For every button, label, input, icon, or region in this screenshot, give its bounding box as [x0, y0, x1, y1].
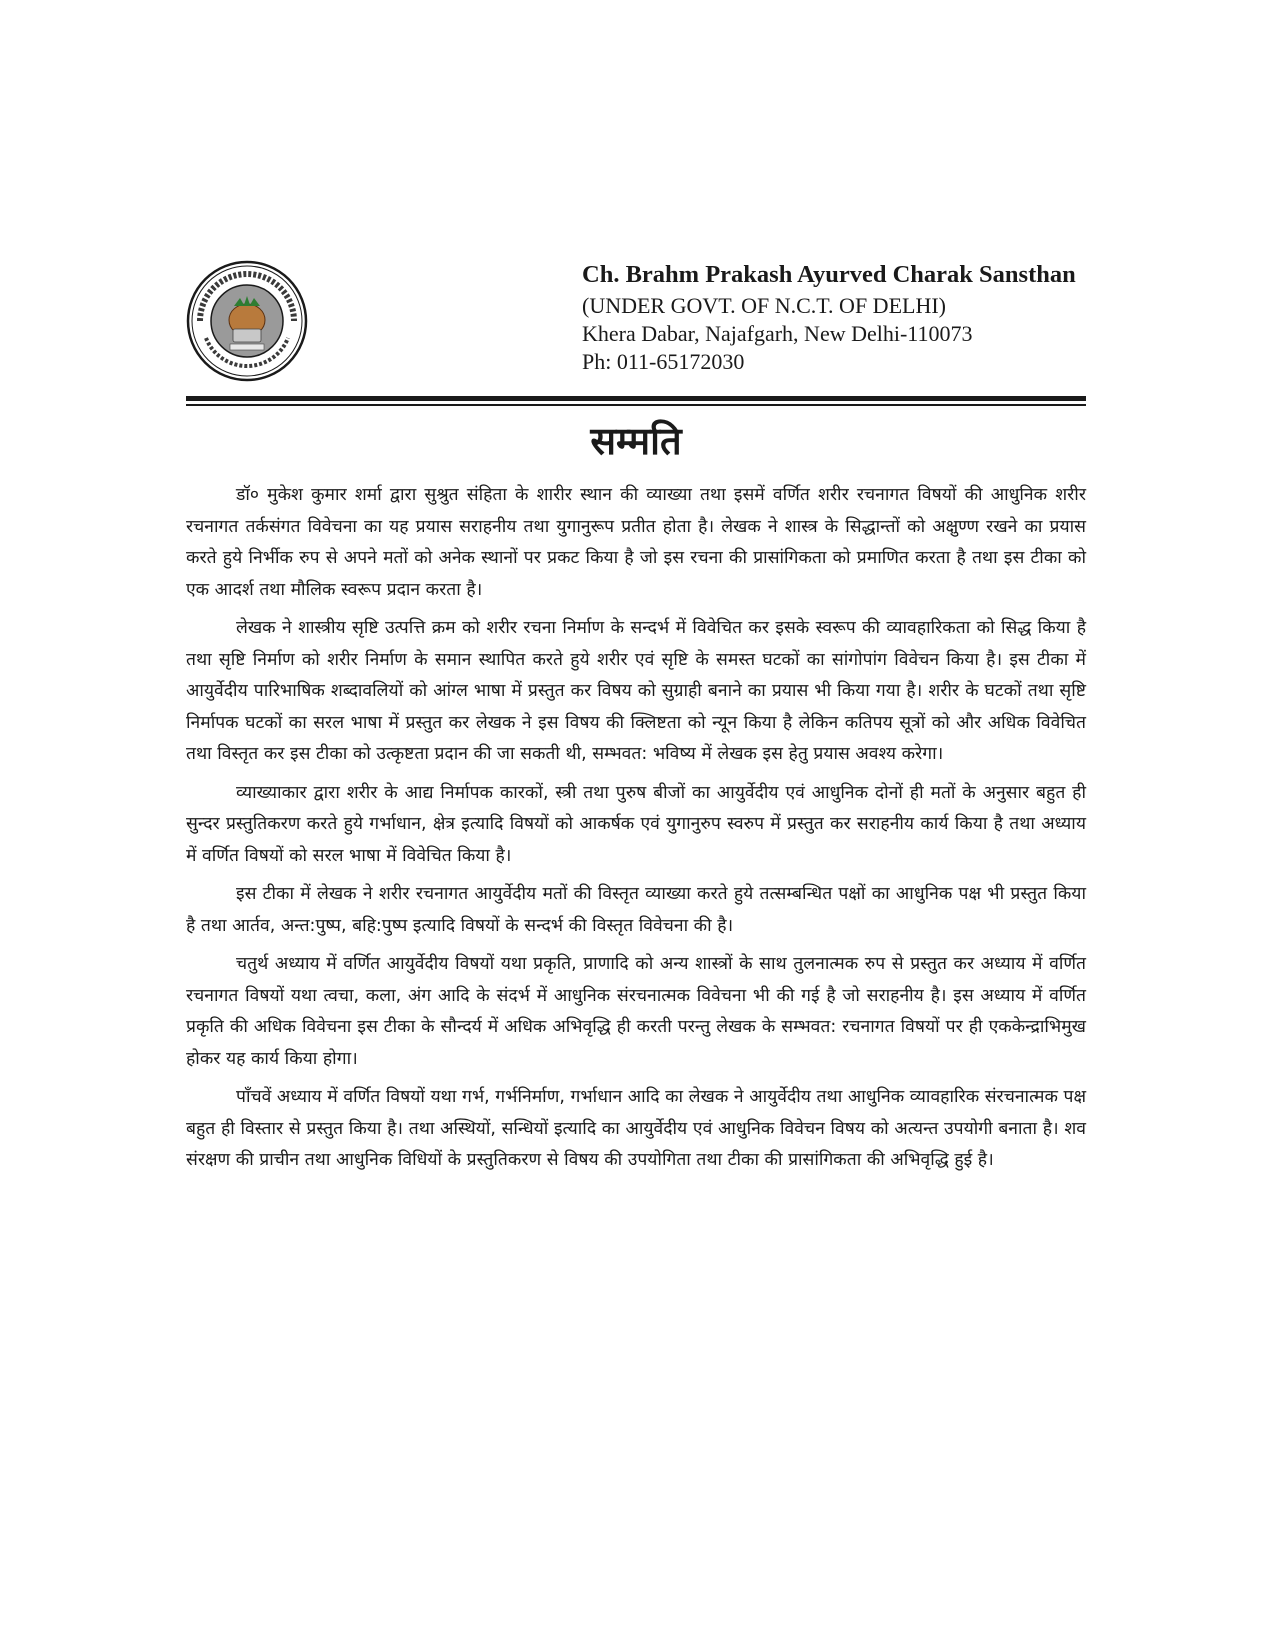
- header-divider-thin: [186, 404, 1086, 406]
- organization-details: [582, 258, 1076, 376]
- paragraph: चतुर्थ अध्याय में वर्णित आयुर्वेदीय विषयों यथा प्रकृति, प्राणादि को अन्य शास्त्रों के साथ तुलनात्मक रुप से प्रस्तुत कर अध्याय में वर्णित रचनागत विषयों यथा त्वचा, कला, अंग आदि के संदर्भ में आधुनिक संरचनात्मक विवेचना भी की गई है जो सराहनीय है। इस अध्याय में वर्णित प्रकृति की अधिक विवेचना इस टीका के सौन्दर्य में अधिक अभिवृद्धि ही करती परन्तु लेखक के सम्भवत: रचनागत विषयों पर ही एककेन्द्राभिमुख होकर यह कार्य किया होगा।: [186, 954, 1086, 1069]
- header-divider-thick: [186, 396, 1086, 401]
- paragraph: पाँचवें अध्याय में वर्णित विषयों यथा गर्भ, गर्भनिर्माण, गर्भाधान आदि का लेखक ने आयुर्वेदीय तथा आधुनिक व्यावहारिक संरचनात्मक पक्ष बहुत ही विस्तार से प्रस्तुत किया है। तथा अस्थियों, सन्धियों इत्यादि का आयुर्वेदीय एवं आधुनिक विवेचन विषय को अत्यन्त उपयोगी बनाता है। शव संरक्षण की प्राचीन तथा आधुनिक विधियों के प्रस्तुतिकरण से विषय की उपयोगिता तथा टीका की प्रासांगिकता की अभिवृद्धि हुई है।: [186, 1087, 1086, 1170]
- government-affiliation: (UNDER GOVT. OF N.C.T. OF DELHI): [582, 293, 946, 318]
- page-title: सम्मति: [590, 419, 682, 463]
- paragraph: डॉ० मुकेश कुमार शर्मा द्वारा सुश्रुत संहिता के शारीर स्थान की व्याख्या तथा इसमें वर्णित शरीर रचनागत विषयों की आधुनिक शरीर रचनागत तर्कसंगत विवेचना का यह प्रयास सराहनीय तथा युगानुरूप प्रतीत होता है। लेखक ने शास्त्र के सिद्धान्तों को अक्षुण्ण रखने का प्रयास करते हुये निर्भीक रुप से अपने मतों को अनेक स्थानों पर प्रकट किया है जो इस रचना की प्रासांगिकता को प्रमाणित करता है तथा इस टीका को एक आदर्श तथा मौलिक स्वरूप प्रदान करता है।: [186, 485, 1086, 600]
- document-body: [186, 480, 1086, 1184]
- organization-name: Ch. Brahm Prakash Ayurved Charak Sansthan: [582, 261, 1076, 288]
- letterhead: [180, 258, 1085, 388]
- address: Khera Dabar, Najafgarh, New Delhi-110073: [582, 321, 973, 346]
- paragraph: इस टीका में लेखक ने शरीर रचनागत आयुर्वेदीय मतों की विस्तृत व्याख्या करते हुये तत्सम्बन्धित पक्षों का आधुनिक पक्ष भी प्रस्तुत किया है तथा आर्तव, अन्त:पुष्प, बहि:पुष्प इत्यादि विषयों के सन्दर्भ की विस्तृत विवेचना की है।: [186, 884, 1086, 936]
- institute-seal-logo: [186, 260, 308, 382]
- phone-number: Ph: 011-65172030: [582, 349, 745, 374]
- paragraph: लेखक ने शास्त्रीय सृष्टि उत्पत्ति क्रम को शरीर रचना निर्माण के सन्दर्भ में विवेचित कर इसके स्वरूप की व्यावहारिकता को सिद्ध किया है तथा सृष्टि निर्माण को शरीर निर्माण के समान स्थापित करते हुये शरीर एवं सृष्टि के समस्त घटकों का सांगोपांग विवेचन किया है। इस टीका में आयुर्वेदीय पारिभाषिक शब्दावलियों को आंग्ल भाषा में प्रस्तुत कर विषय को सुग्राही बनाने का प्रयास भी किया गया है। शरीर के घटकों तथा सृष्टि निर्मापक घटकों का सरल भाषा में प्रस्तुत कर लेखक ने इस विषय की क्लिष्टता को न्यून किया है लेकिन कतिपय सूत्रों को और अधिक विवेचित तथा विस्तृत कर इस टीका को उत्कृष्टता प्रदान की जा सकती थी, सम्भवत: भविष्य में लेखक इस हेतु प्रयास अवश्य करेगा।: [186, 618, 1086, 764]
- paragraph: व्याख्याकार द्वारा शरीर के आद्य निर्मापक कारकों, स्त्री तथा पुरुष बीजों का आयुर्वेदीय एवं आधुनिक दोनों ही मतों के अनुसार बहुत ही सुन्दर प्रस्तुतिकरण करते हुये गर्भाधान, क्षेत्र इत्यादि विषयों को आकर्षक एवं युगानुरुप स्वरुप में प्रस्तुत कर सराहनीय कार्य किया है तथा अध्याय में वर्णित विषयों को सरल भाषा में विवेचित किया है।: [186, 782, 1086, 866]
